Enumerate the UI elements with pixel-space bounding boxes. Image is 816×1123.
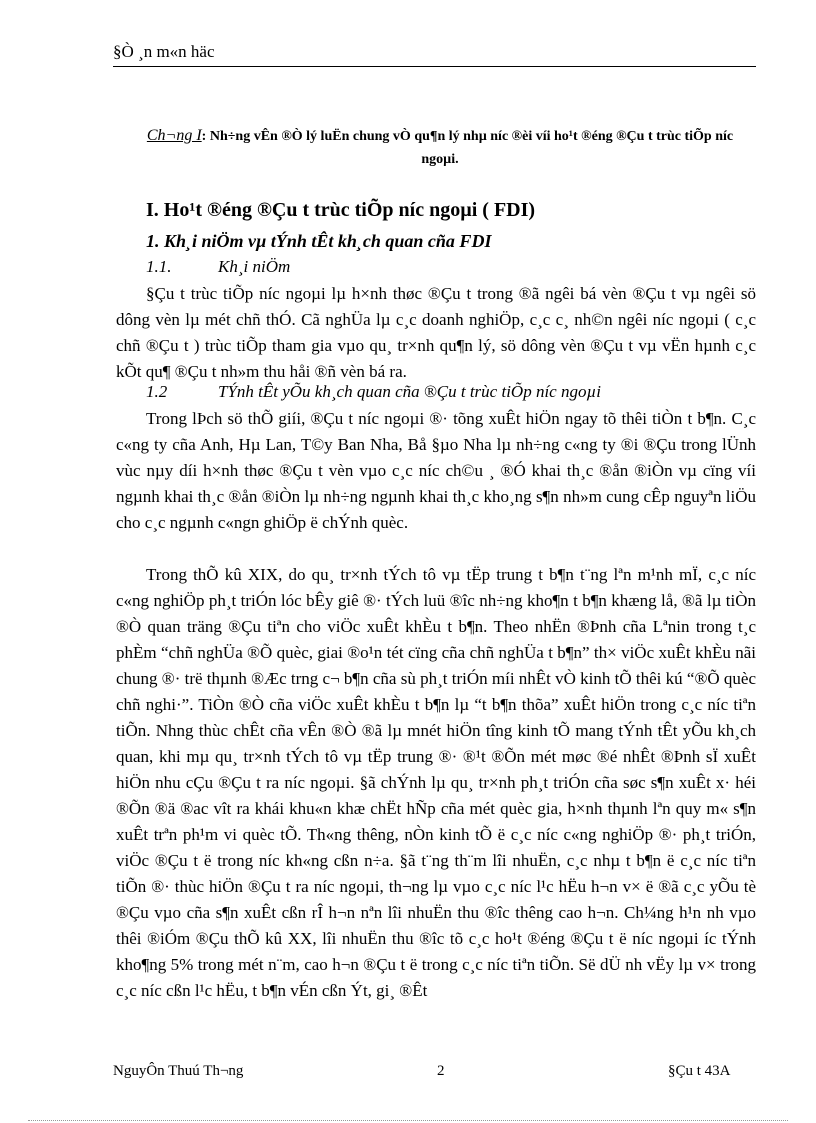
paragraph: Trong lÞch sö thÕ giíi, ®Çu t níc ngoµi ®· tõng xuÊt hiÖn ngay tõ thêi tiÒn t b¶n. C¸c c«ng ty cña Anh, Hµ Lan, T©y Ban Nha, Bå §µo Nha lµ nh÷ng c«ng ty ®i ®Çu trong lÜnh vùc nµy díi h×nh thøc ®Çu t vèn vµo c¸c níc ch©u ¸ ®Ó khai th¸c ®ån ®iÒn vµ cïng víi ngµnh khai th¸c ®ån ®iÒn lµ nh÷ng ngµnh khai th¸c kho¸ng s¶n nh»m cung cÊp nguyªn liÖu cho c¸c ngµnh c«ngn ghiÖp ë chÝnh quèc. [116, 409, 756, 532]
footer-author: NguyÔn Thuú Th¬ng [113, 1063, 244, 1079]
bottom-divider [28, 1120, 788, 1121]
section-heading: I. Ho¹t ®éng ®Çu t trùc tiÕp níc ngoµi ( FDI) [146, 199, 536, 221]
footer-page-number: 2 [437, 1063, 445, 1079]
paragraph: §Çu t trùc tiÕp níc ngoµi lµ h×nh thøc ®Çu t trong ®ã ngêi bá vèn ®Çu t vµ ngêi sö dông vèn lµ mét chñ thÓ. Cã nghÜa lµ c¸c doanh nghiÖp, c¸c c¸ nh©n ngêi níc ngoµi ( c¸c chñ ®Çu t ) trùc tiÕp tham gia vµo qu¸ tr×nh qu¶n lý, sö dông vèn ®Çu t vµ vËn hµnh c¸c kÕt qu¶ ®Çu t nh»m thu håi ®ñ vèn bá ra. [116, 284, 756, 381]
chapter-label: Ch¬ng I [146, 127, 202, 144]
sub-heading-number: 1.1. [146, 257, 172, 276]
chapter-title: Nh÷ng vÊn ®Ò lý luËn chung vÒ qu¶n lý nhµ níc ®èi víi ho¹t ®éng ®Çu t trùc tiÕp níc ngoµi. [209, 129, 734, 167]
sub-heading-number: 1.2 [146, 382, 168, 401]
chapter-colon: : [201, 129, 210, 144]
sub-heading-title: TÝnh tÊt yÕu kh¸ch quan cña ®Çu t trùc tiÕp níc ngoµi [218, 382, 601, 401]
sub-heading-1-2 [146, 382, 601, 402]
footer-class: §Çu t 43A [668, 1063, 731, 1079]
subsection-heading: 1. Kh¸i niÖm vµ tÝnh tÊt kh¸ch quan cña FDI [146, 231, 492, 251]
paragraph: Trong thÕ kû XIX, do qu¸ tr×nh tÝch tô vµ tËp trung t b¶n t¨ng lªn m¹nh mÏ, c¸c níc c«ng nghiÖp ph¸t triÓn lóc bÊy giê ®· tÝch luü ®îc nh÷ng kho¶n t b¶n khæng lå, ®ã lµ tiÒn ®Ò quan träng ®Çu tiªn cho viÖc xuÊt khÈu t b¶n. Theo nhËn ®Þnh cña Lªnin trong t¸c phÈm “chñ nghÜa ®Õ quèc, giai ®o¹n tét cïng cña chñ nghÜa t b¶n” th× viÖc xuÊt khÈu nãi chung ®· trë thµnh ®Æc trng c¬ b¶n cña sù ph¸t triÓn míi nhÊt vÒ kinh tÕ thêi kú “®Õ quèc chñ nghi·”. TiÒn ®Ò cña viÖc xuÊt khÈu t b¶n lµ “t b¶n thõa” xuÊt hiÖn trong c¸c níc tiªn tiÕn. Nhng thùc chÊt cña vÊn ®Ò ®ã lµ mnét hiÖn tîng kinh tÕ mang tÝnh tÊt yÕu kh¸ch quan, khi mµ qu¸ tr×nh tÝch tô vµ tËp trung ®· ®¹t ®Õn mét møc ®é nhÊt ®Þnh sÏ xuÊt hiÖn nhu cÇu ®Çu t ra níc ngoµi. §ã chÝnh lµ qu¸ tr×nh ph¸t triÓn cña søc s¶n xuÊt x· héi ®Õn ®ä ®ac vît ra khái khu«n khæ chËt hÑp cña mét quèc gia, h×nh thµnh lªn quy m« s¶n xuÊt trªn ph¹m vi quèc tÕ. Th«ng thêng, nÒn kinh tÕ ë c¸c níc c«ng nghiÖp ®· ph¸t triÓn, viÖc ®Çu t ë trong níc kh«ng cßn n÷a. §ã t¨ng th¨m lîi nhuËn, c¸c nhµ t b¶n ë c¸c níc tiªn tiÕn ®· thùc hiÖn ®Çu t ra níc ngoµi, th¬ng lµ vµo c¸c níc l¹c hËu h¬n v× ë ®ã c¸c yÕu tè ®Çu vµo cña s¶n xuÊt cßn rÎ h¬n nªn lîi nhuËn thu ®îc thêng cao h¬n. Ch¼ng h¹n nh vµo thêi ®iÓm ®Çu thÕ kû XX, lîi nhuËn thu ®îc tõ c¸c ho¹t ®éng ®Çu t ë níc ngoµi íc tÝnh kho¶ng 5% trong mét n¨m, cao h¬n ®Çu t ë trong c¸c níc tiªn tiÕn. Së dÜ nh vËy lµ v× trong c¸c níc cßn l¹c hËu, t b¶n vÉn cßn Ýt, gi¸ ®Êt [116, 565, 756, 1000]
sub-heading-title: Kh¸i niÖm [218, 257, 291, 276]
header-title: §Ò ¸n m«n häc [113, 42, 215, 61]
chapter-heading [140, 124, 740, 171]
sub-heading-1-1 [146, 257, 290, 277]
page-header [113, 40, 756, 67]
